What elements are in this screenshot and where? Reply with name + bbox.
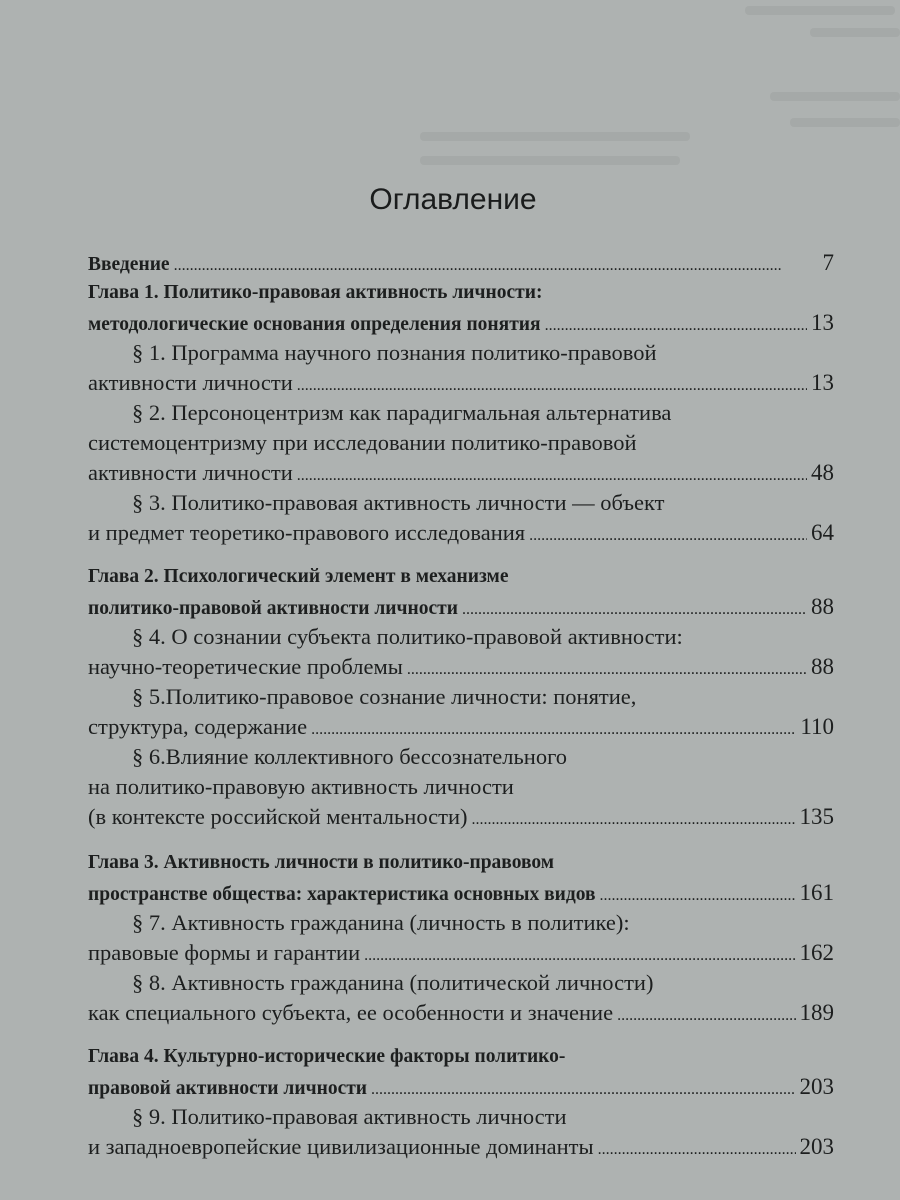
leader-dots	[545, 310, 807, 341]
show-through-text	[0, 0, 900, 180]
toc-section-2-line1: § 2. Персоноцентризм как парадигмальная альтернатива	[132, 400, 672, 425]
page-title: Оглавление	[369, 183, 537, 216]
toc-section-2-line2: системоцентризму при исследовании политико-правовой	[88, 430, 637, 455]
page-number: 189	[799, 1000, 834, 1025]
toc-chapter-4-line1: Глава 4. Культурно-исторические факторы политико-	[88, 1046, 566, 1067]
page-number: 48	[811, 460, 834, 485]
page-number: 13	[811, 310, 834, 335]
page-number: 161	[799, 880, 834, 905]
toc-chapter-2-line2: политико-правовой активности личности . . . 88	[88, 592, 834, 622]
table-of-contents	[88, 248, 834, 1162]
toc-section-8-line1: § 8. Активность гражданина (политической личности)	[132, 970, 654, 995]
page-number: 110	[800, 714, 834, 739]
page-number: 13	[811, 370, 834, 395]
toc-section-2-line3: активности личности . . . 48	[88, 458, 834, 488]
toc-chapter-2-line1: Глава 2. Психологический элемент в механизме	[88, 566, 509, 587]
page-number: 88	[811, 654, 834, 679]
toc-section-5-line1: § 5.Политико-правовое сознание личности: понятие,	[132, 684, 637, 709]
leader-dots	[617, 998, 795, 1031]
toc-section-1-line1: § 1. Программа научного познания политико-правовой	[132, 340, 657, 365]
toc-section-3-line1: § 3. Политико-правовая активность личности — объект	[132, 490, 665, 515]
toc-section-4-line2: научно-теоретические проблемы . . . 88	[88, 652, 834, 682]
toc-section-3-line2: и предмет теоретико-правового исследования . . . 64	[88, 518, 834, 548]
leader-dots	[297, 368, 807, 401]
leader-dots	[371, 1074, 795, 1105]
page-number: 203	[799, 1074, 834, 1099]
page-number: 135	[799, 804, 834, 829]
toc-section-7-line1: § 7. Активность гражданина (личность в политике):	[132, 910, 630, 935]
entry-label: Введение	[88, 254, 170, 275]
page-number: 64	[811, 520, 834, 545]
leader-dots	[297, 458, 807, 491]
toc-section-9-line2: и западноевропейские цивилизационные доминанты . . . 203	[88, 1132, 834, 1162]
toc-chapter-1-line2: методологические основания определения понятия . . . 13	[88, 308, 834, 338]
leader-dots	[462, 594, 807, 625]
leader-dots	[311, 712, 796, 745]
toc-section-6-line2: на политико-правовую активность личности	[88, 774, 514, 799]
page-number: 88	[811, 594, 834, 619]
leader-dots	[364, 938, 795, 971]
leader-dots	[598, 1132, 796, 1165]
leader-dots	[472, 802, 796, 835]
toc-section-7-line2: правовые формы и гарантии . . . 162	[88, 938, 834, 968]
toc-chapter-1-line1: Глава 1. Политико-правовая активность личности:	[88, 282, 543, 303]
leader-dots	[529, 518, 807, 551]
toc-section-5-line2: структура, содержание . . . 110	[88, 712, 834, 742]
toc-section-9-line1: § 9. Политико-правовая активность личности	[132, 1104, 567, 1129]
page-number: 203	[799, 1134, 834, 1159]
toc-section-6-line3: (в контексте российской ментальности) . . . 135	[88, 802, 834, 832]
page-number: 162	[799, 940, 834, 965]
leader-dots	[407, 652, 807, 685]
leader-dots	[174, 250, 819, 281]
toc-section-6-line1: § 6.Влияние коллективного бессознательного	[132, 744, 567, 769]
toc-section-8-line2: как специального субъекта, ее особенности и значение . . . 189	[88, 998, 834, 1028]
toc-section-4-line1: § 4. О сознании субъекта политико-правовой активности:	[132, 624, 683, 649]
toc-entry-intro	[88, 248, 834, 278]
toc-section-1-line2: активности личности . . . 13	[88, 368, 834, 398]
toc-chapter-4-line2: правовой активности личности . . . 203	[88, 1072, 834, 1102]
toc-chapter-3-line1: Глава 3. Активность личности в политико-правовом	[88, 852, 555, 873]
toc-chapter-3-line2: пространстве общества: характеристика основных видов . . . 161	[88, 878, 834, 908]
page-number: 7	[822, 250, 834, 275]
leader-dots	[600, 880, 796, 911]
